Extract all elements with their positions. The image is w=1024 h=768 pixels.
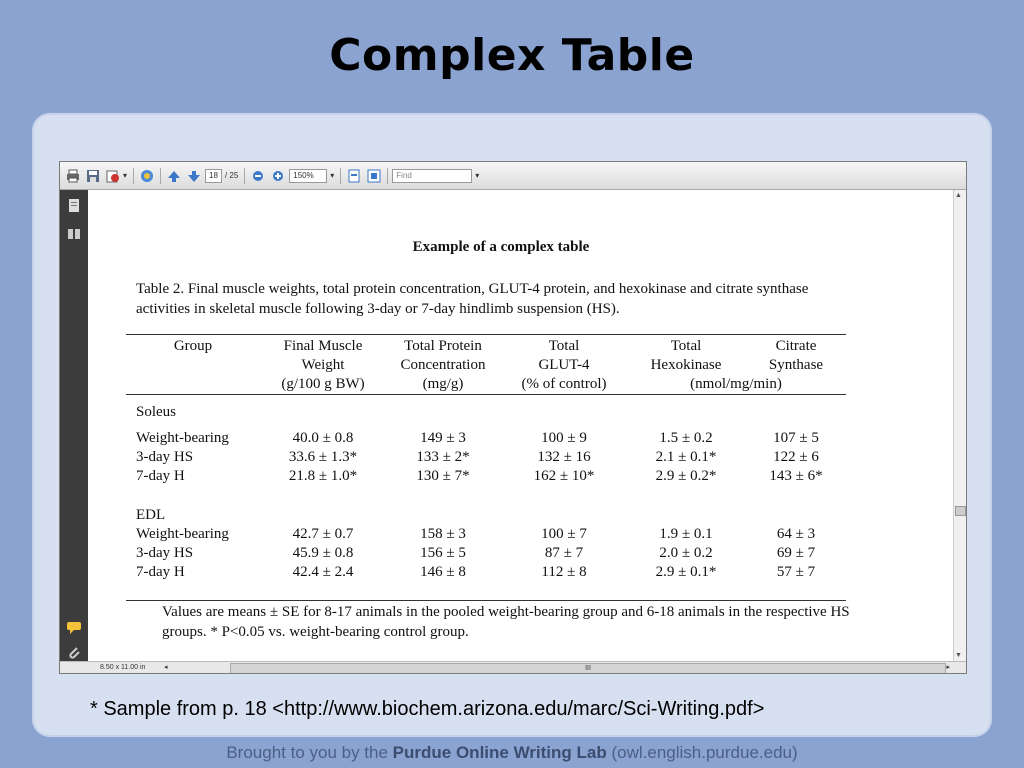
column-header-weight-line1: Final Muscle <box>283 338 363 354</box>
column-header-protein-line1: Total Protein <box>404 338 482 354</box>
vertical-scroll-thumb[interactable] <box>955 506 966 516</box>
vertical-scrollbar[interactable] <box>953 190 966 661</box>
table-cell: 7-day H <box>136 564 185 580</box>
table-cell: 149 ± 3 <box>420 430 466 446</box>
table-cell: 64 ± 3 <box>776 526 816 542</box>
column-header-enzyme-unit: (nmol/mg/min) <box>690 376 782 392</box>
table-bottom-rule <box>126 600 846 601</box>
table-cell: 132 ± 16 <box>537 449 591 465</box>
toolbar-divider <box>133 168 134 184</box>
table-cell: 2.9 ± 0.1* <box>655 564 717 580</box>
credit-suffix: (owl.english.purdue.edu) <box>606 743 798 762</box>
table-cell: 40.0 ± 0.8 <box>292 430 354 446</box>
table-cell: 2.1 ± 0.1* <box>655 449 717 465</box>
column-header-citrate-line1: Citrate <box>775 338 817 354</box>
table-cell: 1.9 ± 0.1 <box>659 526 713 542</box>
zoom-in-icon[interactable] <box>271 169 285 183</box>
table-cell: 143 ± 6* <box>769 468 823 484</box>
zoom-out-icon[interactable] <box>251 169 265 183</box>
print-icon[interactable] <box>66 169 80 183</box>
table-cell: 100 ± 9 <box>541 430 587 446</box>
toolbar-divider <box>387 168 388 184</box>
column-header-citrate-line2: Synthase <box>768 357 824 373</box>
chevron-down-icon[interactable]: ▾ <box>123 171 128 180</box>
table-cell: 133 ± 2* <box>416 449 470 465</box>
footer-credit <box>0 743 1024 763</box>
table-cell: 69 ± 7 <box>776 545 816 561</box>
table-cell: 33.6 ± 1.3* <box>288 449 358 465</box>
table-cell: 21.8 ± 1.0* <box>288 468 358 484</box>
document-heading: Example of a complex table <box>412 239 590 255</box>
table-cell: 42.7 ± 0.7 <box>292 526 354 542</box>
credit-lab-name: Purdue Online Writing Lab <box>392 743 607 762</box>
horizontal-scrollbar[interactable] <box>60 661 966 674</box>
table-cell: Weight-bearing <box>136 430 229 446</box>
table-caption: Table 2. Final muscle weights, total protein concentration, GLUT-4 protein, and hexokinase and citrate synthase activities in skeletal muscle following 3-day or 7-day hindlimb suspension (HS). <box>136 281 809 317</box>
collaborate-icon[interactable] <box>140 169 154 183</box>
zoom-select[interactable]: 150% <box>289 169 327 183</box>
column-header-weight-unit: (g/100 g BW) <box>281 376 365 392</box>
table-cell: 100 ± 7 <box>541 526 587 542</box>
scroll-down-icon[interactable]: ▼ <box>955 652 962 659</box>
column-header-glut4-line1: Total <box>548 338 580 354</box>
horizontal-scroll-thumb[interactable]: III <box>230 663 946 674</box>
column-header-hexokinase-line1: Total <box>670 338 702 354</box>
table-cell: 7-day H <box>136 468 185 484</box>
toolbar-divider <box>340 168 341 184</box>
document-page <box>88 190 954 661</box>
scroll-up-icon[interactable]: ▲ <box>955 192 962 199</box>
full-screen-icon[interactable] <box>367 169 381 183</box>
table-cell: 3-day HS <box>136 545 194 561</box>
column-header-group: Group <box>173 338 213 354</box>
toolbar-divider <box>160 168 161 184</box>
table-cell: 156 ± 5 <box>420 545 466 561</box>
column-header-weight-line2: Weight <box>301 357 345 373</box>
section-label-edl: EDL <box>136 507 166 523</box>
table-header-rule <box>126 394 846 395</box>
table-cell: 3-day HS <box>136 449 194 465</box>
export-icon[interactable] <box>106 169 120 183</box>
section-label-soleus: Soleus <box>136 404 177 420</box>
source-citation: * Sample from p. 18 <http://www.biochem.arizona.edu/marc/Sci-Writing.pdf> <box>90 698 765 720</box>
table-footnote: Values are means ± SE for 8-17 animals in the pooled weight-bearing group and 6-18 animals in the respective HS groups. * P<0.05 vs. weight-bearing control group. <box>162 604 850 640</box>
find-input[interactable]: Find <box>392 169 472 183</box>
table-top-rule <box>126 334 846 335</box>
scroll-right-icon[interactable]: ▸ <box>946 664 950 671</box>
column-header-glut4-line2: GLUT-4 <box>538 357 590 373</box>
table-cell: Weight-bearing <box>136 526 229 542</box>
column-header-glut4-unit: (% of control) <box>521 376 607 392</box>
table-cell: 87 ± 7 <box>544 545 584 561</box>
column-header-hexokinase-line2: Hexokinase <box>650 357 722 373</box>
slide-title: Complex Table <box>329 30 695 81</box>
pages-icon[interactable] <box>66 198 82 214</box>
table-cell: 57 ± 7 <box>776 564 816 580</box>
page-number-input[interactable]: 18 <box>205 169 222 183</box>
save-icon[interactable] <box>86 169 100 183</box>
pdf-toolbar <box>60 162 966 190</box>
table-cell: 122 ± 6 <box>773 449 819 465</box>
column-header-protein-unit: (mg/g) <box>422 376 464 392</box>
page-size-label: 8.50 x 11.00 in <box>100 664 146 671</box>
navigation-sidebar <box>60 190 88 661</box>
column-header-protein-line2: Concentration <box>400 357 486 373</box>
table-cell: 1.5 ± 0.2 <box>659 430 713 446</box>
attachment-icon[interactable] <box>66 644 82 660</box>
table-cell: 45.9 ± 0.8 <box>292 545 354 561</box>
table-cell: 107 ± 5 <box>773 430 819 446</box>
previous-page-icon[interactable] <box>167 169 181 183</box>
signatures-icon[interactable] <box>66 226 82 242</box>
table-cell: 2.0 ± 0.2 <box>659 545 713 561</box>
table-cell: 112 ± 8 <box>541 564 587 580</box>
chevron-down-icon[interactable]: ▾ <box>475 171 480 180</box>
chevron-down-icon[interactable]: ▾ <box>330 171 335 180</box>
table-cell: 42.4 ± 2.4 <box>292 564 354 580</box>
page-total: / 25 <box>224 171 239 180</box>
toolbar-divider <box>244 168 245 184</box>
next-page-icon[interactable] <box>187 169 201 183</box>
credit-prefix: Brought to you by the <box>226 743 393 762</box>
comments-icon[interactable] <box>66 619 82 635</box>
table-cell: 130 ± 7* <box>416 468 470 484</box>
table-cell: 162 ± 10* <box>533 468 595 484</box>
table-cell: 146 ± 8 <box>420 564 466 580</box>
scroll-left-icon[interactable]: ◂ <box>164 664 168 671</box>
pdf-viewer <box>59 161 967 674</box>
table-cell: 158 ± 3 <box>420 526 466 542</box>
fit-page-icon[interactable] <box>347 169 361 183</box>
table-cell: 2.9 ± 0.2* <box>655 468 717 484</box>
